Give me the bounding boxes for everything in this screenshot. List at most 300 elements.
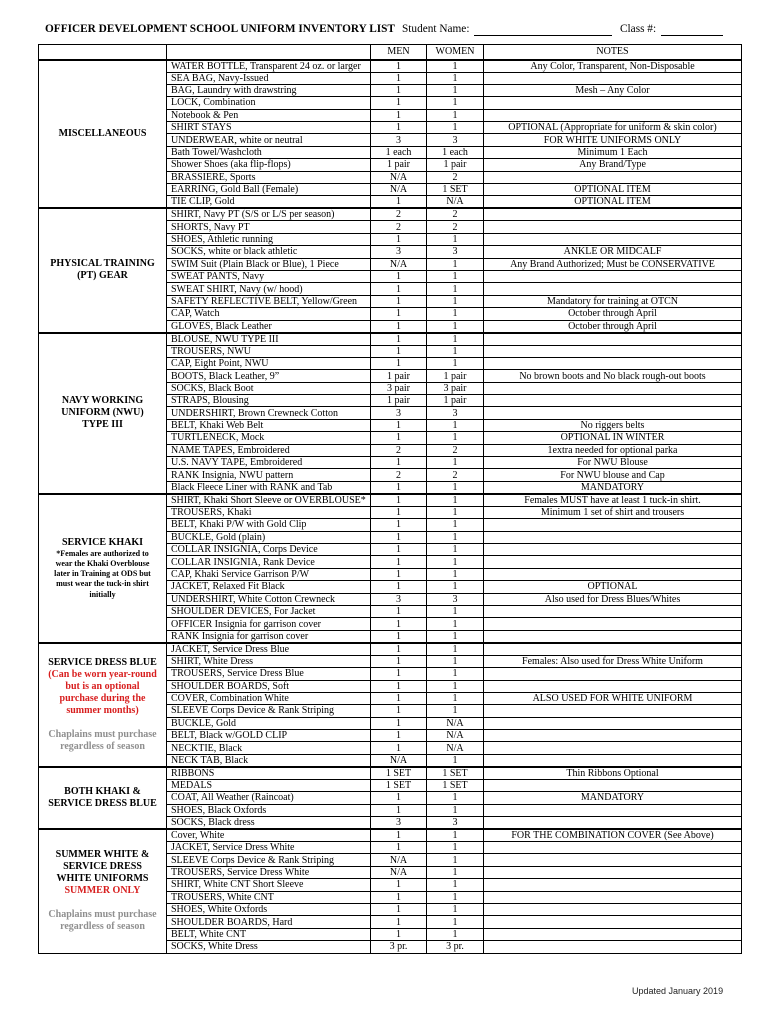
category-label-line: NAVY WORKING (61, 395, 144, 407)
women-qty-cell: 1 (427, 903, 484, 915)
category-alert-note-group (41, 885, 164, 897)
item-cell: JACKET, Service Dress White (167, 842, 371, 854)
men-qty-cell: 1 (371, 618, 427, 630)
item-cell: UNDERWEAR, white or neutral (167, 134, 371, 146)
women-qty-cell: 1 (427, 432, 484, 444)
women-qty-cell: 1 (427, 109, 484, 121)
notes-cell: OPTIONAL (484, 581, 742, 593)
women-qty-cell: 1 (427, 357, 484, 369)
category-subnote-line: *Females are authorized to (56, 548, 149, 558)
men-qty-cell: 1 (371, 320, 427, 333)
men-qty-cell: 3 pair (371, 382, 427, 394)
item-cell: RIBBONS (167, 767, 371, 780)
men-qty-cell: 1 (371, 605, 427, 617)
notes-cell (484, 283, 742, 295)
men-qty-cell: 1 (371, 705, 427, 717)
women-qty-cell: 1 (427, 668, 484, 680)
notes-cell (484, 109, 742, 121)
item-cell: UNDERSHIRT, Brown Crewneck Cotton (167, 407, 371, 419)
item-cell: CAP, Watch (167, 308, 371, 320)
item-cell: BUCKLE, Gold (plain) (167, 531, 371, 543)
item-cell: RANK Insignia for garrison cover (167, 630, 371, 643)
men-qty-cell: 1 pair (371, 159, 427, 171)
notes-cell (484, 605, 742, 617)
men-qty-cell: 1 (371, 804, 427, 816)
women-qty-cell: 1 (427, 270, 484, 282)
item-cell: WATER BOTTLE, Transparent 24 oz. or larger (167, 60, 371, 73)
table-row (39, 333, 742, 346)
women-qty-cell: 1 (427, 419, 484, 431)
category-label-line: SUMMER WHITE & (55, 849, 150, 861)
women-qty-cell: 1 (427, 519, 484, 531)
item-cell: TROUSERS, Khaki (167, 506, 371, 518)
men-qty-cell: 2 (371, 444, 427, 456)
notes-cell (484, 680, 742, 692)
men-qty-cell: 3 pr. (371, 941, 427, 953)
women-qty-cell: 1 (427, 457, 484, 469)
men-qty-cell: 1 each (371, 146, 427, 158)
men-qty-cell: 1 (371, 643, 427, 656)
men-qty-cell: 1 (371, 916, 427, 928)
category-muted-note-line: regardless of season (60, 921, 145, 933)
notes-cell (484, 928, 742, 940)
women-qty-cell: 1 (427, 630, 484, 643)
category-label-group (41, 786, 164, 810)
men-qty-cell: 1 (371, 531, 427, 543)
women-qty-cell: 1 (427, 295, 484, 307)
women-qty-cell: 1 (427, 97, 484, 109)
women-qty-cell: 1 SET (427, 767, 484, 780)
table-row (39, 829, 742, 842)
men-qty-cell: 1 (371, 97, 427, 109)
men-qty-cell: 1 (371, 308, 427, 320)
notes-cell (484, 357, 742, 369)
item-cell: SHIRT, Khaki Short Sleeve or OVERBLOUSE* (167, 494, 371, 507)
women-qty-cell: 3 (427, 134, 484, 146)
men-qty-cell: 1 (371, 196, 427, 209)
header-men: MEN (371, 45, 427, 60)
item-cell: SLEEVE Corps Device & Rank Striping (167, 854, 371, 866)
women-qty-cell: 1 (427, 544, 484, 556)
notes-cell: OPTIONAL (Appropriate for uniform & skin color) (484, 122, 742, 134)
notes-cell (484, 730, 742, 742)
category-label-line: WHITE UNIFORMS (56, 873, 149, 885)
notes-cell (484, 705, 742, 717)
item-cell: COVER, Combination White (167, 692, 371, 704)
category-label-group (41, 395, 164, 431)
category-subnote-group (41, 549, 164, 600)
women-qty-cell: 1 (427, 916, 484, 928)
item-cell: BOOTS, Black Leather, 9” (167, 370, 371, 382)
item-cell: SWEAT SHIRT, Navy (w/ hood) (167, 283, 371, 295)
notes-cell: Any Brand/Type (484, 159, 742, 171)
item-cell: SOCKS, Black Boot (167, 382, 371, 394)
women-qty-cell: 1 (427, 345, 484, 357)
student-name-field[interactable] (474, 22, 612, 36)
notes-cell: FOR THE COMBINATION COVER (See Above) (484, 829, 742, 842)
women-qty-cell: 1 (427, 60, 484, 73)
category-label-group (41, 128, 164, 140)
notes-cell: OPTIONAL IN WINTER (484, 432, 742, 444)
notes-cell (484, 333, 742, 346)
table-row (39, 767, 742, 780)
uniform-inventory-table (38, 44, 742, 954)
women-qty-cell: 1 pair (427, 159, 484, 171)
women-qty-cell: 1 (427, 643, 484, 656)
men-qty-cell: 3 (371, 134, 427, 146)
women-qty-cell: 2 (427, 171, 484, 183)
notes-cell (484, 531, 742, 543)
category-label-line: BOTH KHAKI & (64, 785, 141, 797)
category-cell (39, 208, 167, 332)
men-qty-cell: 1 (371, 680, 427, 692)
men-qty-cell: 1 (371, 630, 427, 643)
category-label-line: PHYSICAL TRAINING (50, 258, 155, 270)
men-qty-cell: 1 (371, 519, 427, 531)
men-qty-cell: N/A (371, 854, 427, 866)
women-qty-cell: 1 (427, 72, 484, 84)
header-category (39, 45, 167, 60)
category-label-line: MISCELLANEOUS (58, 127, 147, 139)
notes-cell (484, 221, 742, 233)
item-cell: Black Fleece Liner with RANK and Tab (167, 481, 371, 494)
notes-cell (484, 916, 742, 928)
women-qty-cell: 1 SET (427, 779, 484, 791)
women-qty-cell: 1 (427, 792, 484, 804)
notes-cell: MANDATORY (484, 792, 742, 804)
table-body (39, 60, 742, 954)
notes-cell: 1extra needed for optional parka (484, 444, 742, 456)
women-qty-cell: 1 (427, 568, 484, 580)
category-cell (39, 333, 167, 494)
women-qty-cell: 1 (427, 531, 484, 543)
notes-cell (484, 171, 742, 183)
notes-cell: Any Color, Transparent, Non-Disposable (484, 60, 742, 73)
men-qty-cell: 1 (371, 544, 427, 556)
women-qty-cell: 1 (427, 556, 484, 568)
notes-cell (484, 754, 742, 767)
category-muted-note-line: Chaplains must purchase (48, 728, 157, 740)
item-cell: Cover, White (167, 829, 371, 842)
item-cell: EARRING, Gold Ball (Female) (167, 184, 371, 196)
women-qty-cell: 2 (427, 444, 484, 456)
notes-cell (484, 208, 742, 221)
women-qty-cell: 1 (427, 84, 484, 96)
notes-cell: Any Brand Authorized; Must be CONSERVATIVE (484, 258, 742, 270)
notes-cell (484, 556, 742, 568)
women-qty-cell: 1 (427, 680, 484, 692)
category-muted-note-group (41, 729, 164, 753)
item-cell: Shower Shoes (aka flip-flops) (167, 159, 371, 171)
men-qty-cell: 1 (371, 717, 427, 729)
men-qty-cell: 2 (371, 469, 427, 481)
women-qty-cell: 1 (427, 879, 484, 891)
notes-cell (484, 618, 742, 630)
men-qty-cell: N/A (371, 184, 427, 196)
category-cell (39, 643, 167, 767)
item-cell: TURTLENECK, Mock (167, 432, 371, 444)
notes-cell (484, 407, 742, 419)
notes-cell (484, 742, 742, 754)
class-number-field[interactable] (661, 22, 723, 36)
women-qty-cell: 1 each (427, 146, 484, 158)
category-alert-note-line: summer months) (66, 704, 139, 716)
women-qty-cell: 1 pair (427, 370, 484, 382)
item-cell: SLEEVE Corps Device & Rank Striping (167, 705, 371, 717)
notes-cell: Minimum 1 set of shirt and trousers (484, 506, 742, 518)
item-cell: LOCK, Combination (167, 97, 371, 109)
women-qty-cell: 1 (427, 605, 484, 617)
item-cell: RANK Insignia, NWU pattern (167, 469, 371, 481)
men-qty-cell: 1 (371, 283, 427, 295)
notes-cell (484, 668, 742, 680)
women-qty-cell: 3 (427, 407, 484, 419)
women-qty-cell: 1 (427, 494, 484, 507)
men-qty-cell: 3 (371, 593, 427, 605)
women-qty-cell: 1 (427, 842, 484, 854)
women-qty-cell: 1 (427, 705, 484, 717)
men-qty-cell: 3 (371, 817, 427, 830)
item-cell: OFFICER Insignia for garrison cover (167, 618, 371, 630)
category-muted-note-line: Chaplains must purchase (48, 909, 157, 921)
category-label-line: SERVICE KHAKI (61, 536, 144, 548)
women-qty-cell: 2 (427, 208, 484, 221)
item-cell: SHOULDER BOARDS, Hard (167, 916, 371, 928)
men-qty-cell: 1 pair (371, 395, 427, 407)
category-subnote-line: initially (89, 589, 116, 599)
item-cell: SOCKS, White Dress (167, 941, 371, 953)
women-qty-cell: 1 (427, 283, 484, 295)
item-cell: SOCKS, Black dress (167, 817, 371, 830)
table-row (39, 208, 742, 221)
item-cell: SHORTS, Navy PT (167, 221, 371, 233)
men-qty-cell: 1 (371, 109, 427, 121)
men-qty-cell: 1 (371, 506, 427, 518)
men-qty-cell: 1 (371, 581, 427, 593)
men-qty-cell: 1 (371, 692, 427, 704)
item-cell: TROUSERS, NWU (167, 345, 371, 357)
category-label-group (41, 849, 164, 885)
notes-cell: October through April (484, 320, 742, 333)
notes-cell: FOR WHITE UNIFORMS ONLY (484, 134, 742, 146)
category-alert-note-line: but is an optional (65, 680, 140, 692)
women-qty-cell: 1 (427, 804, 484, 816)
notes-cell: Mesh – Any Color (484, 84, 742, 96)
item-cell: GLOVES, Black Leather (167, 320, 371, 333)
item-cell: COAT, All Weather (Raincoat) (167, 792, 371, 804)
women-qty-cell: 2 (427, 469, 484, 481)
category-label-line: SERVICE DRESS BLUE (48, 656, 157, 668)
header-notes: NOTES (484, 45, 742, 60)
women-qty-cell: 1 (427, 506, 484, 518)
men-qty-cell: 3 (371, 407, 427, 419)
women-qty-cell: 1 (427, 854, 484, 866)
item-cell: TROUSERS, Service Dress White (167, 866, 371, 878)
category-label-line: SERVICE DRESS BLUE (48, 797, 157, 809)
notes-cell (484, 903, 742, 915)
item-cell: COLLAR INSIGNIA, Rank Device (167, 556, 371, 568)
men-qty-cell: 1 (371, 333, 427, 346)
women-qty-cell: 3 pr. (427, 941, 484, 953)
women-qty-cell: 1 (427, 308, 484, 320)
notes-cell (484, 395, 742, 407)
men-qty-cell: 3 (371, 246, 427, 258)
men-qty-cell: 1 (371, 270, 427, 282)
men-qty-cell: 1 (371, 655, 427, 667)
notes-cell (484, 879, 742, 891)
men-qty-cell: 1 (371, 494, 427, 507)
men-qty-cell: N/A (371, 754, 427, 767)
men-qty-cell: 1 pair (371, 370, 427, 382)
men-qty-cell: 1 (371, 842, 427, 854)
item-cell: TIE CLIP, Gold (167, 196, 371, 209)
notes-cell (484, 891, 742, 903)
category-alert-note-line: purchase during the (59, 692, 146, 704)
men-qty-cell: 1 (371, 556, 427, 568)
category-cell (39, 494, 167, 643)
men-qty-cell: 1 (371, 891, 427, 903)
notes-cell (484, 854, 742, 866)
item-cell: Bath Towel/Washcloth (167, 146, 371, 158)
item-cell: NECK TAB, Black (167, 754, 371, 767)
notes-cell: ANKLE OR MIDCALF (484, 246, 742, 258)
updated-date: Updated January 2019 (632, 986, 724, 996)
item-cell: SHIRT, White CNT Short Sleeve (167, 879, 371, 891)
notes-cell (484, 717, 742, 729)
table-row (39, 60, 742, 73)
notes-cell (484, 345, 742, 357)
women-qty-cell: 3 (427, 246, 484, 258)
category-label-line: UNIFORM (NWU) (61, 407, 144, 419)
item-cell: SHOULDER BOARDS, Soft (167, 680, 371, 692)
men-qty-cell: 1 SET (371, 767, 427, 780)
men-qty-cell: 1 (371, 730, 427, 742)
header-women: WOMEN (427, 45, 484, 60)
header-item (167, 45, 371, 60)
women-qty-cell: 1 (427, 333, 484, 346)
notes-cell (484, 817, 742, 830)
men-qty-cell: 1 (371, 432, 427, 444)
notes-cell (484, 779, 742, 791)
category-label-group (41, 258, 164, 282)
men-qty-cell: 1 (371, 903, 427, 915)
item-cell: BAG, Laundry with drawstring (167, 84, 371, 96)
notes-cell (484, 72, 742, 84)
student-name-label: Student Name: (402, 23, 470, 35)
item-cell: BELT, White CNT (167, 928, 371, 940)
men-qty-cell: 1 (371, 345, 427, 357)
item-cell: SHIRT STAYS (167, 122, 371, 134)
men-qty-cell: 1 (371, 879, 427, 891)
category-subnote-line: wear the Khaki Overblouse (55, 558, 150, 568)
notes-cell (484, 568, 742, 580)
item-cell: JACKET, Relaxed Fit Black (167, 581, 371, 593)
item-cell: SEA BAG, Navy-Issued (167, 72, 371, 84)
notes-cell (484, 519, 742, 531)
notes-cell: Females MUST have at least 1 tuck-in shirt. (484, 494, 742, 507)
item-cell: BLOUSE, NWU TYPE III (167, 333, 371, 346)
women-qty-cell: 3 (427, 593, 484, 605)
women-qty-cell: 3 (427, 817, 484, 830)
notes-cell: For NWU blouse and Cap (484, 469, 742, 481)
notes-cell (484, 842, 742, 854)
category-label-group (41, 657, 164, 669)
women-qty-cell: 1 (427, 122, 484, 134)
item-cell: SHIRT, Navy PT (S/S or L/S per season) (167, 208, 371, 221)
men-qty-cell: N/A (371, 171, 427, 183)
women-qty-cell: 1 (427, 233, 484, 245)
men-qty-cell: 1 (371, 668, 427, 680)
notes-cell: MANDATORY (484, 481, 742, 494)
item-cell: TROUSERS, Service Dress Blue (167, 668, 371, 680)
item-cell: BELT, Black w/GOLD CLIP (167, 730, 371, 742)
item-cell: TROUSERS, White CNT (167, 891, 371, 903)
item-cell: U.S. NAVY TAPE, Embroidered (167, 457, 371, 469)
women-qty-cell: N/A (427, 196, 484, 209)
category-alert-note-line: (Can be worn year-round (48, 668, 157, 680)
notes-cell: Also used for Dress Blues/Whites (484, 593, 742, 605)
men-qty-cell: N/A (371, 866, 427, 878)
women-qty-cell: 1 (427, 320, 484, 333)
item-cell: NAME TAPES, Embroidered (167, 444, 371, 456)
category-cell (39, 767, 167, 829)
women-qty-cell: 1 (427, 891, 484, 903)
class-number-label: Class #: (620, 23, 657, 35)
men-qty-cell: 1 (371, 928, 427, 940)
item-cell: SWEAT PANTS, Navy (167, 270, 371, 282)
men-qty-cell: 1 (371, 233, 427, 245)
men-qty-cell: 1 (371, 60, 427, 73)
notes-cell: October through April (484, 308, 742, 320)
men-qty-cell: 1 (371, 457, 427, 469)
notes-cell (484, 804, 742, 816)
women-qty-cell: 1 (427, 581, 484, 593)
item-cell: SOCKS, white or black athletic (167, 246, 371, 258)
men-qty-cell: 1 (371, 357, 427, 369)
item-cell: SHIRT, White Dress (167, 655, 371, 667)
men-qty-cell: 2 (371, 208, 427, 221)
women-qty-cell: 1 (427, 258, 484, 270)
women-qty-cell: 1 pair (427, 395, 484, 407)
item-cell: COLLAR INSIGNIA, Corps Device (167, 544, 371, 556)
item-cell: SWIM Suit (Plain Black or Blue), 1 Piece (167, 258, 371, 270)
notes-cell: Thin Ribbons Optional (484, 767, 742, 780)
page-title: OFFICER DEVELOPMENT SCHOOL UNIFORM INVENTORY LIST (45, 23, 395, 35)
men-qty-cell: N/A (371, 258, 427, 270)
women-qty-cell: N/A (427, 730, 484, 742)
notes-cell (484, 643, 742, 656)
category-label-line: SERVICE DRESS (63, 861, 142, 873)
table-row (39, 643, 742, 656)
table-row (39, 494, 742, 507)
category-cell (39, 829, 167, 953)
item-cell: BELT, Khaki P/W with Gold Clip (167, 519, 371, 531)
category-label-line: (PT) GEAR (77, 270, 128, 282)
notes-cell (484, 97, 742, 109)
women-qty-cell: 1 (427, 754, 484, 767)
notes-cell: No riggers belts (484, 419, 742, 431)
notes-cell (484, 233, 742, 245)
notes-cell (484, 270, 742, 282)
men-qty-cell: 1 (371, 829, 427, 842)
notes-cell (484, 630, 742, 643)
men-qty-cell: 1 SET (371, 779, 427, 791)
men-qty-cell: 1 (371, 295, 427, 307)
notes-cell (484, 866, 742, 878)
men-qty-cell: 1 (371, 742, 427, 754)
men-qty-cell: 1 (371, 122, 427, 134)
item-cell: SHOES, Athletic running (167, 233, 371, 245)
